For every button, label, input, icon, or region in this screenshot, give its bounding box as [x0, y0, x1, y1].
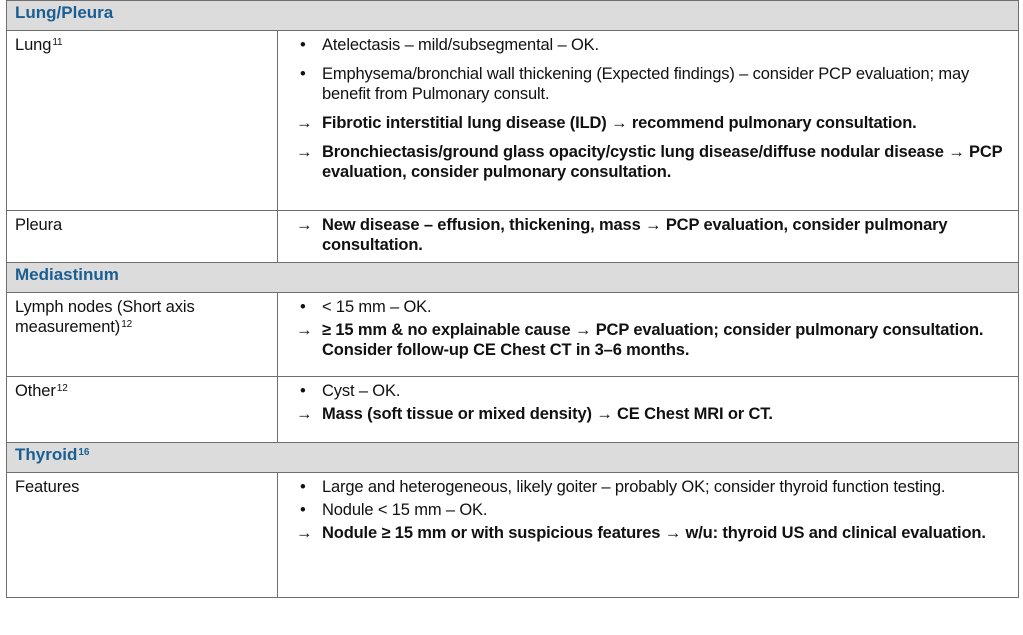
list-item: • Large and heterogeneous, likely goiter – probably OK; consider thyroid function testing.	[300, 478, 946, 496]
table-row-lung	[7, 31, 1019, 211]
table-row-features	[7, 473, 1019, 598]
section-title: Thyroid$^{16}$	[7, 443, 1019, 473]
list-item: • Emphysema/bronchial wall thickening (Expected findings) – consider PCP evaluation; may benefit from Pulmonary consult.	[300, 65, 970, 103]
list-item: → New disease – effusion, thickening, mass → PCP evaluation, consider pulmonary consultation.	[296, 216, 948, 254]
bullet-icon: •	[300, 478, 306, 496]
findings-table	[6, 0, 1019, 598]
section-title: Lung/Pleura	[7, 1, 1019, 31]
list-item: • Atelectasis – mild/subsegmental – OK.	[300, 36, 599, 54]
arrow-right-icon: →	[296, 216, 313, 234]
table-row-lymph-nodes	[7, 293, 1019, 377]
list-item: • Cyst – OK.	[300, 382, 401, 400]
bullet-icon: •	[300, 36, 306, 54]
row-label-other: Other$^{12}$	[7, 377, 278, 443]
arrow-right-icon: →	[296, 143, 313, 161]
section-title: Mediastinum	[7, 263, 1019, 293]
bullet-icon: •	[300, 298, 306, 316]
list-item: → Mass (soft tissue or mixed density) → CE Chest MRI or CT.	[296, 405, 773, 423]
section-header-thyroid	[7, 443, 1019, 473]
row-content-other	[278, 377, 1019, 443]
bullet-icon: •	[300, 65, 306, 83]
arrow-right-icon: →	[296, 114, 313, 132]
list-item: → Bronchiectasis/ground glass opacity/cystic lung disease/diffuse nodular disease → PCP evaluation, consider pulmonary consultation.	[296, 143, 1003, 181]
row-label-features: Features	[7, 473, 278, 598]
bullet-icon: •	[300, 501, 306, 519]
row-label-pleura: Pleura	[7, 211, 278, 263]
list-item: • Nodule < 15 mm – OK.	[300, 501, 488, 519]
arrow-right-icon: →	[296, 321, 313, 339]
row-content-lymph-nodes	[278, 293, 1019, 377]
row-label-lymph-nodes: Lymph nodes (Short axis measurement)$^{12}$	[7, 293, 278, 377]
table-row-pleura	[7, 211, 1019, 263]
row-content-features	[278, 473, 1019, 598]
section-header-mediastinum	[7, 263, 1019, 293]
row-content-lung	[278, 31, 1019, 211]
list-item: → ≥ 15 mm & no explainable cause → PCP evaluation; consider pulmonary consultation. Consider follow-up CE Chest CT in 3–6 months.	[296, 321, 984, 359]
list-item: • < 15 mm – OK.	[300, 298, 432, 316]
section-header-lung-pleura	[7, 1, 1019, 31]
arrow-right-icon: →	[296, 524, 313, 542]
arrow-right-icon: →	[296, 405, 313, 423]
list-item: → Nodule ≥ 15 mm or with suspicious features → w/u: thyroid US and clinical evaluation.	[296, 524, 986, 542]
row-label-lung: Lung$^{11}$	[7, 31, 278, 211]
bullet-icon: •	[300, 382, 306, 400]
table-row-other	[7, 377, 1019, 443]
findings-table-container	[6, 0, 1018, 630]
row-content-pleura	[278, 211, 1019, 263]
list-item: → Fibrotic interstitial lung disease (ILD) → recommend pulmonary consultation.	[296, 114, 917, 132]
